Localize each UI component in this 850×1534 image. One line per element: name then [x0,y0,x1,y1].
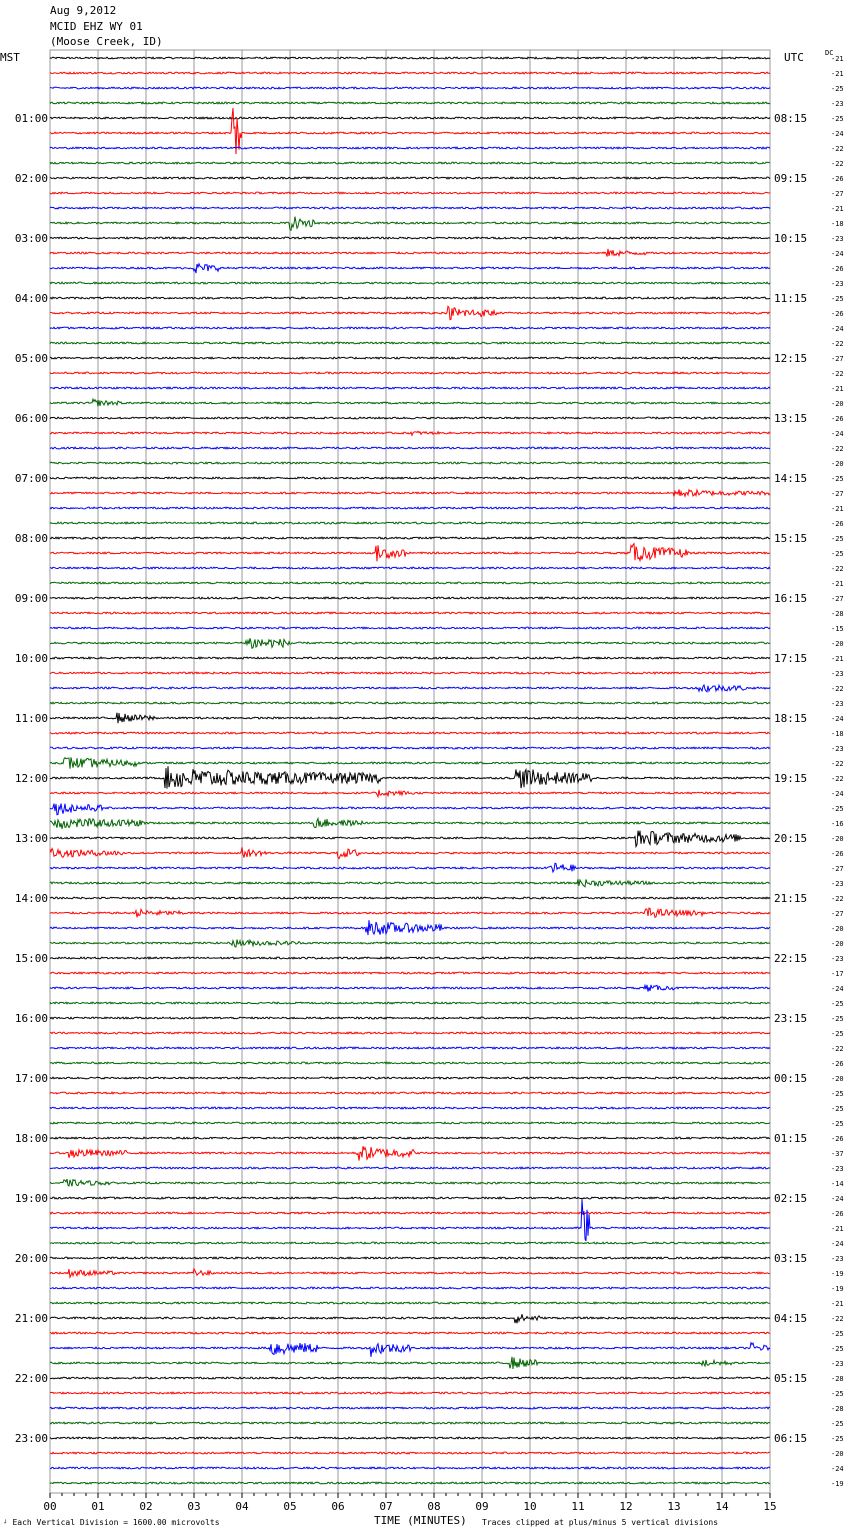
seismic-trace [50,162,770,164]
x-tick-label: 00 [43,1500,57,1513]
dc-offset-label: -19 [831,1285,844,1293]
dc-offset-label: -22 [831,1315,844,1323]
seismic-trace [50,387,770,389]
seismic-trace [50,327,770,329]
utc-hour-label: 11:15 [774,292,808,305]
dc-offset-label: -37 [831,1150,844,1158]
seismic-trace [50,597,770,599]
x-tick-label: 06 [331,1500,345,1513]
seismic-trace [50,1017,770,1019]
chart-location: (Moose Creek, ID) [50,35,163,48]
dc-offset-label: -21 [831,205,844,213]
mst-hour-label: 22:00 [14,1372,48,1385]
seismic-trace [50,1452,770,1454]
mst-hour-label: 19:00 [14,1192,48,1205]
seismic-trace [50,1269,770,1278]
seismic-trace [50,863,770,872]
dc-offset-label: -22 [831,1045,844,1053]
utc-hour-label: 08:15 [774,112,808,125]
dc-offset-label: -18 [831,220,844,228]
x-tick-label: 13 [667,1500,681,1513]
dc-offset-label: -21 [831,1225,844,1233]
dc-offset-label: -22 [831,160,844,168]
dc-offset-label: -25 [831,1015,844,1023]
seismic-trace [50,1257,770,1259]
seismic-trace [50,567,770,569]
dc-offset-label: -24 [831,1465,844,1473]
mst-hour-label: 07:00 [14,472,48,485]
seismic-trace [50,1357,770,1369]
seismic-trace [50,117,770,119]
seismic-trace [50,1314,770,1323]
x-tick-label: 04 [235,1500,249,1513]
seismic-trace [50,342,770,344]
dc-offset-label: -23 [831,1360,844,1368]
x-tick-label: 10 [523,1500,537,1513]
dc-offset-label: -25 [831,1330,844,1338]
seismic-trace [50,507,770,509]
utc-hour-label: 04:15 [774,1312,808,1325]
seismic-trace [50,627,770,629]
dc-offset-label: -25 [831,1120,844,1128]
seismic-trace [50,1377,770,1379]
dc-offset-label: -23 [831,1255,844,1263]
scale-marker-icon: ┘ [4,1520,8,1527]
utc-hour-label: 06:15 [774,1432,808,1445]
seismic-trace [50,1137,770,1139]
seismic-trace [50,57,770,59]
mst-hour-label: 04:00 [14,292,48,305]
seismic-trace [50,537,770,539]
seismic-trace [50,1047,770,1049]
chart-date: Aug 9,2012 [50,4,117,17]
seismic-trace [50,790,770,797]
utc-hour-label: 22:15 [774,952,808,965]
utc-hour-label: 14:15 [774,472,808,485]
dc-offset-label: -25 [831,115,844,123]
dc-offset-label: -26 [831,850,844,858]
dc-offset-label: -24 [831,250,844,258]
dc-offset-label: -15 [831,625,844,633]
dc-offset-label: -25 [831,805,844,813]
seismic-trace [50,237,770,239]
utc-hour-label: 09:15 [774,172,808,185]
dc-offset-label: -25 [831,85,844,93]
dc-offset-label: -25 [831,535,844,543]
seismic-trace [50,1332,770,1334]
dc-offset-label: -26 [831,1210,844,1218]
seismic-trace [50,582,770,584]
right-timezone-label: UTC [784,51,804,64]
dc-offset-label: -23 [831,235,844,243]
dc-offset-label: -28 [831,1375,844,1383]
utc-hour-label: 23:15 [774,1012,808,1025]
dc-offset-label: -25 [831,1030,844,1038]
seismic-trace [50,685,770,692]
dc-offset-label: -23 [831,880,844,888]
dc-offset-label: -25 [831,1345,844,1353]
dc-offset-label: -20 [831,640,844,648]
mst-hour-label: 21:00 [14,1312,48,1325]
dc-offset-label: -20 [831,940,844,948]
seismic-trace [50,297,770,299]
dc-offset-label: -27 [831,355,844,363]
dc-offset-label: -28 [831,1405,844,1413]
seismic-trace [50,1122,770,1124]
dc-offset-label: -22 [831,565,844,573]
seismic-trace [50,431,770,435]
seismic-trace [50,87,770,89]
dc-offset-label: -26 [831,265,844,273]
seismic-trace [50,804,770,815]
dc-offset-label: -26 [831,175,844,183]
seismic-trace [50,766,770,788]
x-tick-label: 07 [379,1500,393,1513]
dc-offset-label: -20 [831,400,844,408]
dc-offset-label: -21 [831,580,844,588]
clipping-note: Traces clipped at plus/minus 5 vertical divisions [482,1518,719,1527]
seismic-trace [50,357,770,359]
seismic-trace [50,1167,770,1169]
mst-hour-label: 05:00 [14,352,48,365]
dc-offset-label: -16 [831,820,844,828]
dc-offset-label: -20 [831,460,844,468]
mst-hour-label: 14:00 [14,892,48,905]
mst-hour-label: 13:00 [14,832,48,845]
seismic-trace [50,306,770,319]
seismic-trace [50,249,770,257]
seismic-trace [50,1392,770,1394]
mst-hour-label: 08:00 [14,532,48,545]
mst-hour-label: 16:00 [14,1012,48,1025]
seismic-trace [50,1242,770,1244]
dc-offset-label: -22 [831,445,844,453]
dc-offset-label: -28 [831,610,844,618]
dc-offset-label: -20 [831,1450,844,1458]
seismic-trace [50,1343,770,1357]
seismic-trace [50,1062,770,1064]
seismic-trace [50,908,770,917]
dc-offset-label: -27 [831,910,844,918]
seismic-trace [50,147,770,149]
seismic-trace [50,747,770,749]
mst-hour-label: 20:00 [14,1252,48,1265]
dc-offset-label: -22 [831,895,844,903]
dc-offset-label: -26 [831,415,844,423]
seismic-trace [50,1407,770,1409]
dc-offset-label: -23 [831,670,844,678]
seismic-trace [50,831,770,847]
seismic-trace [50,1422,770,1424]
seismic-trace [50,217,770,231]
dc-offset-label: -14 [831,1180,844,1188]
mst-hour-label: 06:00 [14,412,48,425]
seismic-trace [50,1287,770,1289]
x-tick-label: 02 [139,1500,153,1513]
seismic-trace [50,713,770,724]
seismic-trace [50,264,770,273]
dc-offset-label: -23 [831,1165,844,1173]
dc-offset-label: -22 [831,370,844,378]
dc-offset-label: -19 [831,1270,844,1278]
seismic-trace [50,819,770,829]
x-tick-label: 15 [763,1500,777,1513]
seismic-trace [50,957,770,959]
x-tick-label: 08 [427,1500,441,1513]
dc-offset-label: -24 [831,130,844,138]
x-axis-title: TIME (MINUTES) [374,1514,467,1527]
dc-offset-label: -27 [831,190,844,198]
dc-offset-label: -26 [831,1135,844,1143]
mst-hour-label: 12:00 [14,772,48,785]
dc-offset-label: -18 [831,730,844,738]
dc-offset-label: -25 [831,1420,844,1428]
x-tick-label: 12 [619,1500,633,1513]
dc-offset-label: -25 [831,1390,844,1398]
dc-offset-label: -21 [831,55,844,63]
dc-offset-label: -25 [831,1435,844,1443]
dc-offset-label: -24 [831,325,844,333]
seismic-trace [50,417,770,419]
dc-offset-label: -23 [831,100,844,108]
seismic-trace [50,102,770,104]
seismic-trace [50,1197,770,1199]
seismic-trace [50,192,770,194]
dc-offset-label: -23 [831,700,844,708]
x-tick-label: 09 [475,1500,489,1513]
x-tick-label: 01 [91,1500,105,1513]
seismic-trace [50,1212,770,1214]
dc-offset-label: -24 [831,430,844,438]
seismic-trace [50,282,770,284]
seismic-trace [50,985,770,992]
seismic-trace [50,638,770,648]
x-tick-label: 03 [187,1500,201,1513]
dc-offset-label: -24 [831,1195,844,1203]
dc-offset-label: -25 [831,295,844,303]
dc-offset-label: -25 [831,1105,844,1113]
mst-hour-label: 18:00 [14,1132,48,1145]
plot-frame [50,50,770,1493]
dc-offset-label: -24 [831,790,844,798]
seismic-trace [50,939,770,947]
seismic-trace [50,897,770,899]
utc-hour-label: 10:15 [774,232,808,245]
seismic-trace [50,1146,770,1160]
seismic-trace [50,399,770,406]
seismic-trace [50,1032,770,1034]
seismic-trace [50,1002,770,1004]
dc-offset-label: -23 [831,745,844,753]
mst-hour-label: 15:00 [14,952,48,965]
utc-hour-label: 15:15 [774,532,808,545]
seismic-trace [50,1092,770,1094]
dc-offset-label: -21 [831,1300,844,1308]
x-tick-label: 14 [715,1500,729,1513]
dc-offset-label: -20 [831,835,844,843]
dc-offset-label: -22 [831,760,844,768]
seismic-trace [50,612,770,614]
x-tick-label: 11 [571,1500,585,1513]
seismic-trace [50,462,770,464]
seismic-trace [50,847,770,858]
dc-offset-label: -22 [831,685,844,693]
seismic-trace [50,657,770,659]
utc-hour-label: 21:15 [774,892,808,905]
dc-offset-label: -22 [831,145,844,153]
utc-hour-label: 18:15 [774,712,808,725]
seismic-trace [50,1437,770,1439]
dc-offset-label: -24 [831,985,844,993]
left-timezone-label: MST [0,51,20,64]
dc-offset-label: -27 [831,595,844,603]
dc-header-label: DC [825,49,834,57]
seismic-trace [50,1302,770,1304]
seismic-trace [50,522,770,524]
dc-offset-label: -21 [831,655,844,663]
dc-offset-label: -26 [831,310,844,318]
utc-hour-label: 01:15 [774,1132,808,1145]
mst-hour-label: 03:00 [14,232,48,245]
seismic-trace [50,1199,770,1241]
mst-hour-label: 17:00 [14,1072,48,1085]
seismic-trace [50,544,770,562]
mst-hour-label: 23:00 [14,1432,48,1445]
seismic-trace [50,920,770,935]
seismic-trace [50,672,770,674]
dc-offset-label: -25 [831,475,844,483]
seismic-trace [50,489,770,496]
dc-offset-label: -27 [831,865,844,873]
dc-offset-label: -25 [831,1090,844,1098]
dc-offset-label: -22 [831,340,844,348]
utc-hour-label: 00:15 [774,1072,808,1085]
dc-offset-label: -21 [831,385,844,393]
utc-hour-label: 16:15 [774,592,808,605]
seismic-trace [50,702,770,704]
dc-offset-label: -24 [831,1240,844,1248]
mst-hour-label: 02:00 [14,172,48,185]
x-tick-label: 05 [283,1500,297,1513]
dc-offset-label: -26 [831,1060,844,1068]
mst-hour-label: 09:00 [14,592,48,605]
utc-hour-label: 03:15 [774,1252,808,1265]
seismic-trace [50,477,770,479]
seismic-trace [50,447,770,449]
utc-hour-label: 02:15 [774,1192,808,1205]
dc-offset-label: -20 [831,1075,844,1083]
mst-hour-label: 11:00 [14,712,48,725]
dc-offset-label: -21 [831,70,844,78]
utc-hour-label: 13:15 [774,412,808,425]
dc-offset-label: -23 [831,955,844,963]
seismic-trace [50,1482,770,1484]
scale-note-text: Each Vertical Division = 1600.00 microvolts [12,1518,220,1527]
mst-hour-label: 01:00 [14,112,48,125]
seismic-trace [50,1107,770,1109]
seismic-trace [50,972,770,974]
dc-offset-label: -25 [831,550,844,558]
seismic-trace [50,732,770,734]
mst-hour-label: 10:00 [14,652,48,665]
seismic-trace [50,177,770,179]
utc-hour-label: 20:15 [774,832,808,845]
seismic-trace [50,757,770,768]
seismic-trace [50,1179,770,1186]
dc-offset-label: -21 [831,505,844,513]
dc-offset-label: -26 [831,520,844,528]
utc-hour-label: 17:15 [774,652,808,665]
utc-hour-label: 12:15 [774,352,808,365]
seismic-trace [50,879,770,887]
dc-offset-label: -20 [831,925,844,933]
seismic-trace [50,72,770,74]
seismic-trace [50,1077,770,1079]
dc-offset-label: -25 [831,1000,844,1008]
dc-offset-label: -27 [831,490,844,498]
seismic-trace [50,1467,770,1469]
utc-hour-label: 19:15 [774,772,808,785]
seismic-trace [50,207,770,209]
utc-hour-label: 05:15 [774,1372,808,1385]
chart-station: MCID EHZ WY 01 [50,20,143,33]
dc-offset-label: -22 [831,775,844,783]
seismic-trace [50,372,770,374]
dc-offset-label: -24 [831,715,844,723]
dc-offset-label: -17 [831,970,844,978]
dc-offset-label: -19 [831,1480,844,1488]
dc-offset-label: -23 [831,280,844,288]
vertical-scale-note [4,1518,220,1527]
